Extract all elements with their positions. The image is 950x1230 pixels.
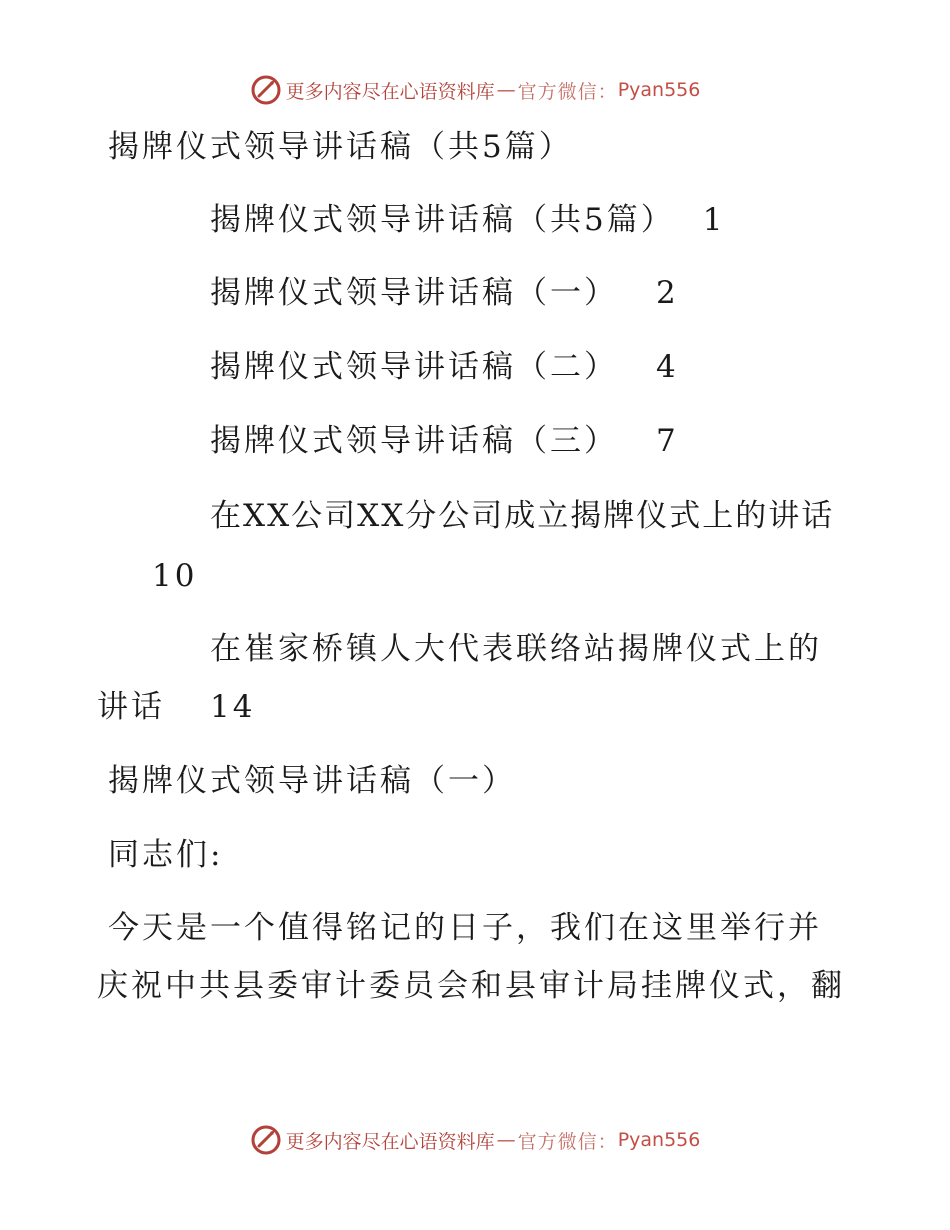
toc-entry[interactable] (210, 200, 725, 240)
footer-banner (0, 1120, 950, 1160)
toc-page-number: 2 (656, 275, 679, 311)
toc-entry-label: 揭牌仪式领导讲话稿（共5篇） (210, 202, 675, 238)
header-banner (0, 70, 950, 110)
toc-entry-label: 讲话 (97, 689, 165, 725)
brand-logo-icon (250, 74, 282, 106)
banner-wechat-id: Pyan556 (617, 79, 701, 101)
toc-entry-label: 揭牌仪式领导讲话稿（三） (210, 423, 618, 459)
banner-wechat-label: 官方微信： (517, 80, 618, 103)
banner-dash: — (496, 1129, 516, 1151)
toc-entry-label-continuation (97, 687, 255, 727)
toc-page-number: 4 (656, 349, 679, 385)
toc-entry[interactable] (210, 347, 679, 387)
toc-page-number: 14 (210, 689, 256, 725)
toc-page-number: 7 (656, 423, 679, 459)
document-title: 揭牌仪式领导讲话稿（共5篇） (108, 129, 573, 165)
body-text-line: 庆祝中共县委审计委员会和县审计局挂牌仪式，翻 (97, 968, 845, 1004)
toc-entry-label: 在崔家桥镇人大代表联络站揭牌仪式上的 (210, 631, 822, 667)
banner-brand-text: 更多内容尽在心语资料库 (285, 80, 495, 103)
toc-page-number: 1 (702, 202, 726, 238)
toc-entry-label: 在XX公司XX分公司成立揭牌仪式上的讲话 (210, 498, 835, 534)
section-title: 揭牌仪式领导讲话稿（一） (108, 763, 516, 799)
banner-brand-text: 更多内容尽在心语资料库 (285, 1130, 495, 1153)
body-text-line: 今天是一个值得铭记的日子，我们在这里举行并 (108, 910, 822, 946)
toc-entry-label: 揭牌仪式领导讲话稿（二） (210, 349, 618, 385)
toc-entry[interactable] (210, 273, 679, 313)
toc-entry-label: 揭牌仪式领导讲话稿（一） (210, 275, 618, 311)
banner-dash: — (496, 79, 516, 101)
greeting-text: 同志们: (108, 837, 224, 873)
banner-wechat-label: 官方微信： (517, 1130, 618, 1153)
brand-logo-icon (250, 1124, 282, 1156)
banner-wechat-id: Pyan556 (617, 1129, 701, 1151)
toc-page-number: 10 (152, 558, 198, 594)
toc-entry[interactable] (210, 421, 679, 461)
